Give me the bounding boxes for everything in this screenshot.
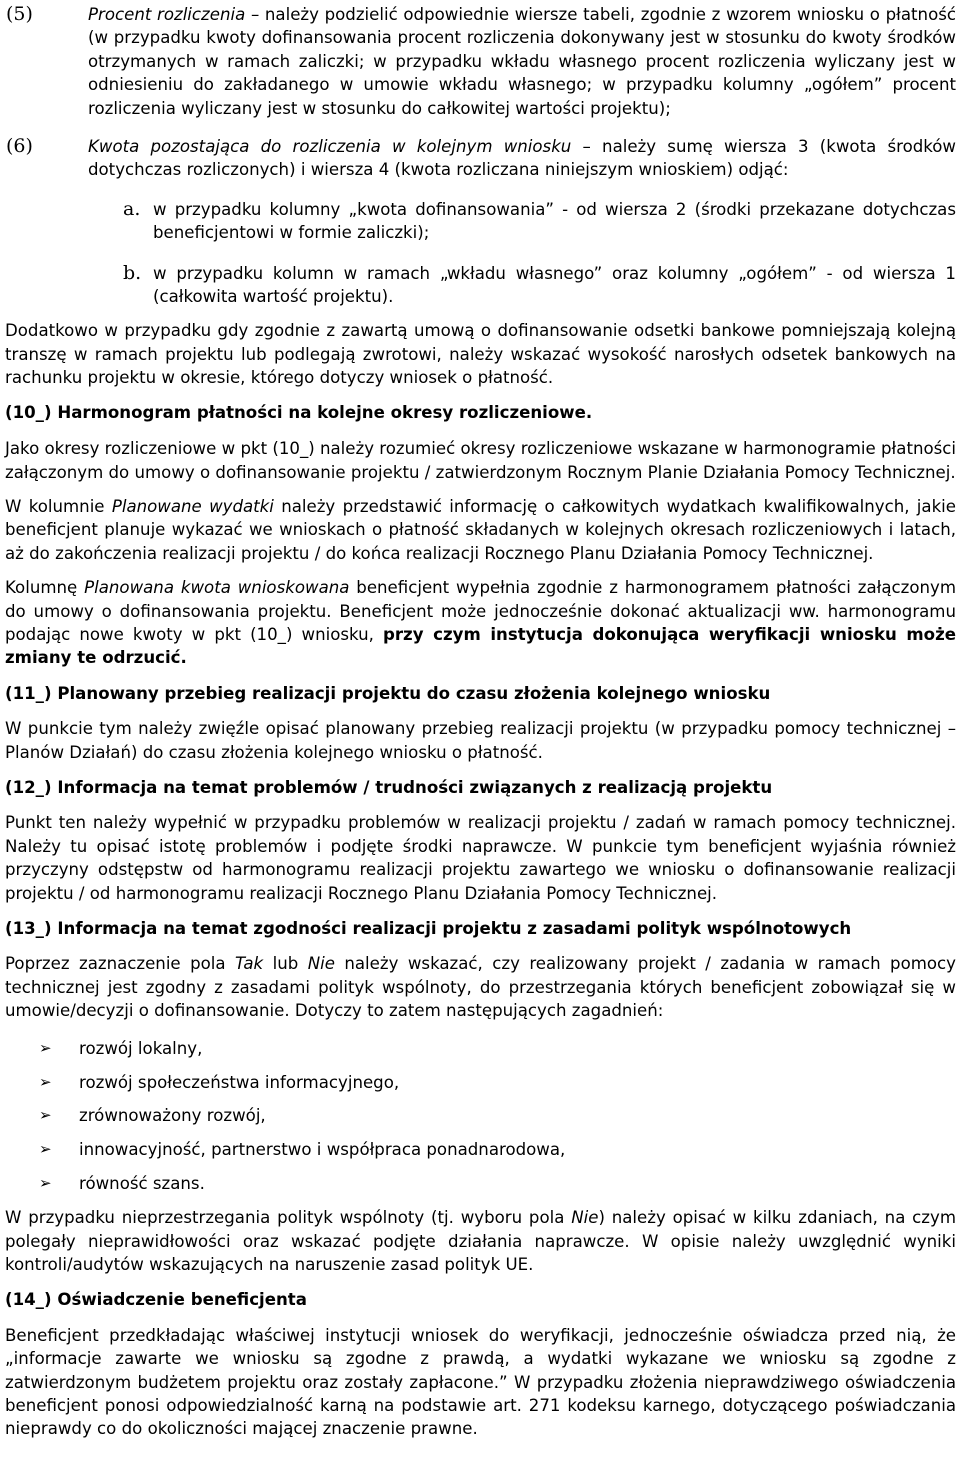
item-5-lead: Procent rozliczenia bbox=[88, 5, 246, 24]
para-14: Beneficjent przedkładając właściwej instytucji wniosek do weryfikacji, jednocześnie oświadcza przed nią, że „informacje zawarte we wniosku są zgodne z prawdą, a wydatki wykazane we wniosku są zgodne z zatwierdzonym budżetem projektu oraz zostały zapłacone.” W przypadku złożenia nieprawdziwego oświadczenia beneficjent ponosi odpowiedzialność karną na podstawie art. 271 kodeksu karnego, dotyczącego poświadczania nieprawdy co do okoliczności mającej znaczenie prawne. bbox=[5, 1325, 956, 1439]
list-item: ➢ innowacyjność, partnerstwo i współpraca ponadnarodowa, bbox=[5, 1138, 956, 1161]
para-10c-bold: przy czym instytucja dokonująca weryfikacji wniosku może zmiany te odrzucić. bbox=[5, 624, 956, 668]
para-13b bbox=[5, 1206, 956, 1276]
para-13a-mid: lub bbox=[263, 954, 308, 974]
para-10c-mid: beneficjent wypełnia zgodnie z harmonogramem płatności załączonym do umowy o dofinansowania projektu. Beneficjent może jednocześnie dokonać aktualizacji ww. harmonogramu podając nowe kwoty w pkt (10_) wniosku, bbox=[5, 578, 957, 644]
para-13a-em-nie: Nie bbox=[307, 954, 335, 974]
heading-14: (14_) Oświadczenie beneficjenta bbox=[5, 1290, 307, 1310]
list-item: ➢ rozwój lokalny, bbox=[5, 1037, 956, 1060]
para-13b-em: Nie bbox=[571, 1208, 599, 1228]
para-dodatkowo: Dodatkowo w przypadku gdy zgodnie z zawartą umową o dofinansowanie odsetki bankowe pomniejszają kolejną transzę w ramach projektu lub podlegają zwrotowi, należy wskazać wysokość narosłych odsetek bankowych na rachunku projektu w okresie, którego dotyczy wniosek o płatność. bbox=[5, 321, 956, 388]
item-5-number: (5) bbox=[6, 3, 33, 25]
item-6-number: (6) bbox=[6, 135, 33, 158]
arrow-bullet-icon: ➢ bbox=[39, 1106, 52, 1125]
para-10b bbox=[5, 495, 956, 565]
para-13a-em-tak: Tak bbox=[234, 954, 264, 974]
item-6-sub-a bbox=[5, 198, 956, 245]
para-10c-em: Planowana kwota wnioskowana bbox=[84, 578, 350, 598]
arrow-bullet-icon: ➢ bbox=[39, 1174, 52, 1193]
arrow-bullet-icon: ➢ bbox=[39, 1038, 52, 1057]
para-10a: Jako okresy rozliczeniowe w pkt (10_) należy rozumieć okresy rozliczeniowe wskazane w harmonogramie płatności załączonym do umowy o dofinansowanie projektu / zatwierdzonym Rocznym Planie Działania Pomocy Technicznej. bbox=[5, 439, 956, 482]
item-6-sub-a-letter: a. bbox=[123, 197, 141, 220]
item-6-sub-a-text: w przypadku kolumny „kwota dofinansowania” - od wiersza 2 (środki przekazane dotychczas beneficjentowi w formie zaliczki); bbox=[153, 199, 956, 243]
policy-list bbox=[5, 1037, 956, 1196]
item-6 bbox=[5, 135, 956, 182]
list-item: ➢ rozwój społeczeństwa informacyjnego, bbox=[5, 1071, 956, 1094]
para-10b-pre: W kolumnie bbox=[5, 496, 112, 516]
list-item: ➢ zrównoważony rozwój, bbox=[5, 1104, 956, 1127]
heading-12: (12_) Informacja na temat problemów / trudności związanych z realizacją projektu bbox=[5, 777, 773, 797]
para-13a-pre: Poprzez zaznaczenie pola bbox=[5, 954, 235, 974]
para-10b-em: Planowane wydatki bbox=[111, 496, 274, 516]
heading-11: (11_) Planowany przebieg realizacji projektu do czasu złożenia kolejnego wniosku bbox=[5, 683, 771, 703]
list-item: ➢ równość szans. bbox=[5, 1172, 956, 1195]
item-5-text: – należy podzielić odpowiednie wiersze tabeli, zgodnie z wzorem wniosku o płatność (w przypadku kwoty dofinansowania procent rozliczenia dokonywany jest w stosunku do kwoty środków otrzymanych w ramach zaliczki; w przypadku wkładu własnego procent rozliczenia wyliczany jest w odniesieniu do zakładanego w umowie wkładu własnego; w przypadku kolumny „ogółem” procent rozliczenia wyliczany jest w stosunku do całkowitej wartości projektu); bbox=[88, 5, 956, 118]
arrow-bullet-icon: ➢ bbox=[39, 1072, 52, 1091]
para-11: W punkcie tym należy zwięźle opisać planowany przebieg realizacji projektu (w przypadku pomocy technicznej – Planów Działań) do czasu złożenia kolejnego wniosku o płatność. bbox=[5, 719, 956, 762]
para-13a bbox=[5, 952, 956, 1022]
item-6-lead: Kwota pozostająca do rozliczenia w kolejnym wniosku bbox=[88, 137, 572, 157]
item-5 bbox=[5, 3, 956, 120]
item-6-sub-b-letter: b. bbox=[123, 261, 142, 284]
document-page bbox=[0, 3, 960, 1467]
para-10c bbox=[5, 576, 956, 670]
para-13b-pre: W przypadku nieprzestrzegania polityk wspólnoty (tj. wyboru pola bbox=[5, 1208, 572, 1228]
item-6-text: – należy sumę wiersza 3 (kwota środków dotychczas rozliczonych) i wiersza 4 (kwota rozliczana niniejszym wnioskiem) odjąć: bbox=[88, 137, 956, 180]
para-13b-post: ) należy opisać w kilku zdaniach, na czym polegały nieprawidłowości oraz wskazać podjęte działania naprawcze. W opisie należy uwzględnić wyniki kontroli/audytów wskazujących na naruszenie zasad polityk UE. bbox=[5, 1208, 956, 1274]
para-10c-pre: Kolumnę bbox=[5, 578, 85, 598]
item-6-sub-b bbox=[5, 262, 956, 309]
item-6-sub-b-text: w przypadku kolumn w ramach „wkładu własnego” oraz kolumny „ogółem” - od wiersza 1 (całkowita wartość projektu). bbox=[153, 263, 956, 307]
para-13a-post: należy wskazać, czy realizowany projekt / zadania w ramach pomocy technicznej jest zgodny z zasadami polityk wspólnoty, do przestrzegania których beneficjent zobowiązał się w umowie/decyzji o dofinansowanie. Dotyczy to zatem następujących zagadnień: bbox=[5, 954, 956, 1021]
arrow-bullet-icon: ➢ bbox=[39, 1140, 52, 1159]
para-10b-post: należy przedstawić informację o całkowitych wydatkach kwalifikowalnych, jakie beneficjent planuje wykazać we wnioskach o płatność składanych w kolejnych okresach rozliczeniowych i latach, aż do zakończenia realizacji projektu / do końca realizacji Rocznego Planu Działania Pomocy Technicznej. bbox=[5, 496, 957, 563]
heading-10: (10_) Harmonogram płatności na kolejne okresy rozliczeniowe. bbox=[5, 402, 593, 422]
heading-13: (13_) Informacja na temat zgodności realizacji projektu z zasadami polityk wspólnotowych bbox=[5, 919, 852, 938]
para-12: Punkt ten należy wypełnić w przypadku problemów w realizacji projektu / zadań w ramach pomocy technicznej. Należy tu opisać istotę problemów i podjęte środki naprawcze. W punkcie tym beneficjent wyjaśnia również przyczyny odstępstw od harmonogramu realizacji projektu zawartego we wniosku o dofinansowanie realizacji projektu / od harmonogramu realizacji Rocznego Planu Działania Pomocy Technicznej. bbox=[5, 813, 956, 903]
